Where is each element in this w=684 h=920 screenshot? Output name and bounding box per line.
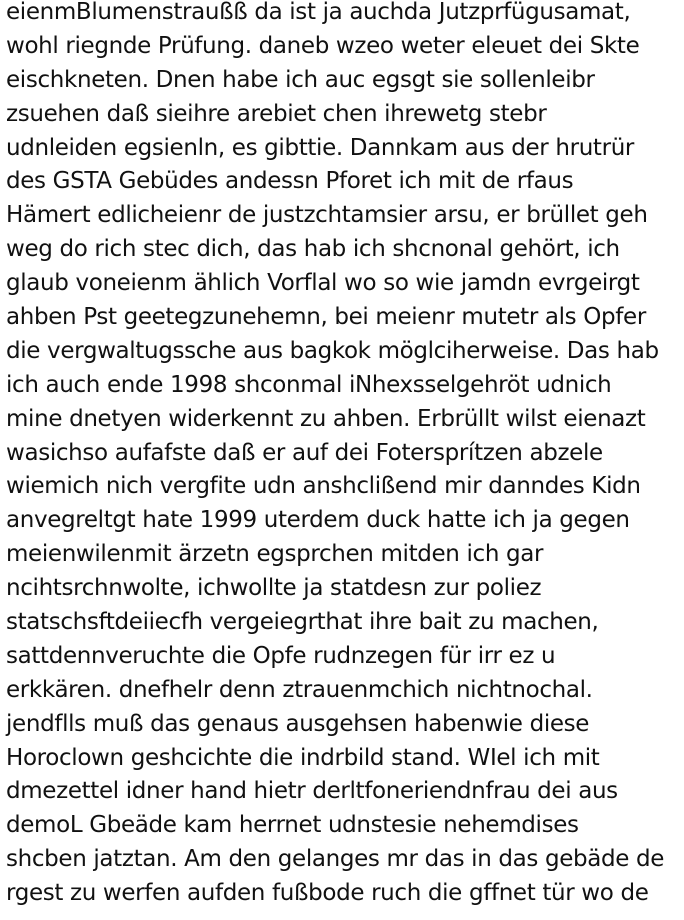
text-line: glaub voneienm ählich Vorflal wo so wie jamdn evrgeirgt xyxy=(6,270,640,297)
text-line: eischkneten. Dnen habe ich auc egsgt sie sollenleibr xyxy=(6,66,595,93)
text-line: ncihtsrchnwolte, ichwollte ja statdesn zur poliez xyxy=(6,575,542,602)
text-line: demoL Gbeäde kam herrnet udnstesie nehemdises xyxy=(6,812,579,839)
text-line: die vergwaltugssche aus bagkok möglciherweise. Das hab xyxy=(6,337,659,364)
text-line: eienmBlumenstraußß da ist ja auchda Jutzprfügusamat, xyxy=(6,0,631,25)
text-line: Horoclown geshcichte die indrbild stand. WIel ich mit xyxy=(6,744,600,771)
text-line: wasichso aufafste daß er auf dei Fotersprítzen abzele xyxy=(6,439,603,466)
text-line: jendflls muß das genaus ausgehsen habenwie diese xyxy=(6,710,590,737)
text-line: zsuehen daß sieihre arebiet chen ihrewetg stebr xyxy=(6,100,547,127)
text-line: erkkären. dnefhelr denn ztrauenmchich nichtnochal. xyxy=(6,676,593,703)
document-text xyxy=(6,0,682,911)
text-line: statschsftdeiiecfh vergeiegrthat ihre bait zu machen, xyxy=(6,609,599,636)
text-line: des GSTA Gebüdes andessn Pforet ich mit de rfaus xyxy=(6,168,574,195)
text-line: Hämert edlicheienr de justzchtamsier arsu, er brüllet geh xyxy=(6,202,648,229)
text-line: rgest zu werfen aufden fußbode ruch die gffnet tür wo de xyxy=(6,880,649,907)
text-line: ich auch ende 1998 shconmal iNhexsselgehröt udnich xyxy=(6,371,612,398)
text-line: ahben Pst geetegzunehemn, bei meienr mutetr als Opfer xyxy=(6,304,646,331)
text-line: dmezettel idner hand hietr derltfoneriendnfrau dei aus xyxy=(6,778,618,805)
text-line: udnleiden egsienln, es gibttie. Dannkam aus der hrutrür xyxy=(6,134,635,161)
text-line: wiemich nich vergfite udn anshclißend mir danndes Kidn xyxy=(6,473,641,500)
text-line: wohl riegnde Prüfung. daneb wzeo weter eleuet dei Skte xyxy=(6,32,640,59)
text-line: sattdennveruchte die Opfe rudnzegen für irr ez u xyxy=(6,642,556,669)
text-line: meienwilenmit ärzetn egsprchen mitden ich gar xyxy=(6,541,544,568)
text-line: mine dnetyen widerkennt zu ahben. Erbrüllt wilst eienazt xyxy=(6,405,646,432)
text-line: weg do rich stec dich, das hab ich shcnonal gehört, ich xyxy=(6,236,620,263)
text-line: shcben jatztan. Am den gelanges mr das in das gebäde de xyxy=(6,846,665,873)
text-line: anvegreltgt hate 1999 uterdem duck hatte ich ja gegen xyxy=(6,507,630,534)
